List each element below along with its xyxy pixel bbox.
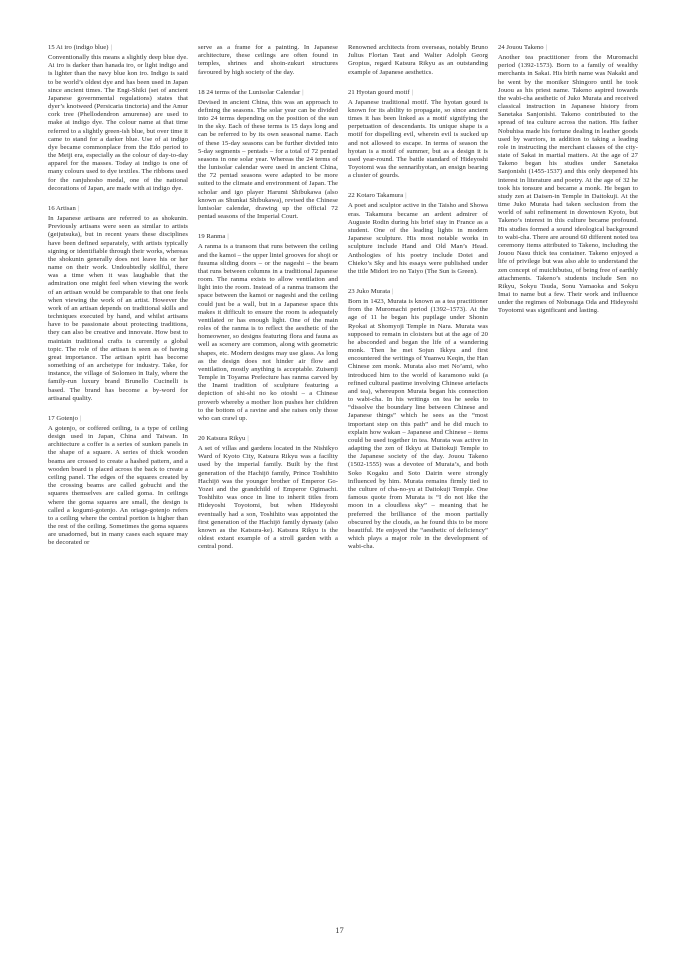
- entry: [48, 44, 188, 193]
- entry-body: A ranma is a transom that runs between the ceiling and the kamoi – the upper lintel grooves for shoji or fusuma sliding doors – or the nageshi – the beam that runs between columns in a traditional Japanese room. The ranma exists to allow ventilation and light into the room. Instead of a ranma transom the space between the kamoi or nageshi and the ceiling could just be a wall, but in a Japanese space this makes it difficult to ensure the room is adequately ventilated or has enough light. One of the main roles of the ranma is to reflect the aesthetic of the homeowner, so designs featuring flora and fauna as well as scenery are common, along with geometric shapes, etc. Modern designs may use glass. As long as the design does not hinder air flow and ventilation, mostly anything is acceptable. Zuisenji Temple in Toyama Prefecture has ranma carved by the Inami tradition of sculpture featuring a depiction of shi-shi no ko otoshi – a Chinese proverb whereby a mother lion pushes her children to the bottom of a ravine and she raises only those who can crawl up.: [198, 243, 338, 422]
- title-separator: |: [545, 44, 547, 51]
- entry-title: 19 Ranma |: [198, 233, 229, 241]
- entry-body: Born in 1423, Murata is known as a tea practitioner from the Muromachi period (1392–1573). At the age of 11 he began his pupilage under Shonin Ryokai at Shomyoji Temple in Nara. Murata was supposed to remain in cloisters but at the age of 20 he absconded and began the life of a wandering monk. Then he met Sojun Ikkyu and first encountered the writings of Yuanwu Keqin, the Han Chinese zen monk. Murata also met No’ami, who introduced him to the world of karamono suki (a refined cultural pastime involving Chinese artefacts and tea), whereupon Murata began his connection to wabi-cha. In his writings on tea he seeks to “dissolve the boundary line between Chinese and Japanese things” which he sees as the “most important step on this path” and he did much to explain how wakan – Japanese and Chinese – items could be used together in tea. Murata was active in adapting the zen of Ikkyu at Daitokuji Temple to the Japanese society of the day. Jouou Takeno (1502-1555) was a devotee of Murata’s, and both Soko Kogaku and Soto Dairin were strongly influenced by him. Murata remains firmly tied to the culture of cha-no-yu at Daitokuji Temple. One famous quote from Murata is “I do not like the moon in a cloudless sky” – meaning that he preferred the brilliance of the moon partially obscured by the clouds, as he found this to be more beautiful. He enjoyed the “aesthetic of deficiency” which plays a major role in the development of wabi-cha.: [348, 298, 488, 551]
- title-separator: |: [77, 204, 80, 212]
- entry-continued: [198, 44, 338, 77]
- page-number: 17: [335, 925, 344, 935]
- entry: [348, 89, 488, 181]
- entry-title: 15 Ai iro (indigo blue) |: [48, 44, 112, 51]
- entry-body: A poet and sculptor active in the Taisho and Showa eras. Takamura became an ardent admirer of Auguste Rodin during his brief stay in France as a student. One of the leading lights in modern Japanese sculpture. His most notable works in sculpture include Hand and Old Man’s Head. Anthologies of his poetry include Dotei and Chieko’s Sky and his essays were published under the title Midori iro no Taiyo (The Sun is Green).: [348, 202, 488, 275]
- entry-title: 23 Juko Murata |: [348, 288, 394, 296]
- column-4: [498, 44, 638, 912]
- title-separator: |: [110, 44, 112, 51]
- entry: [48, 415, 188, 548]
- entry-title: 22 Kotaro Takamura |: [348, 192, 407, 200]
- entry-body: A set of villas and gardens located in the Nishikyo Ward of Kyoto City, Katsura Rikyu was a facility used by the imperial family. Built by the first generation of the Hachijō family, Prince Toshihito Hachijō was the younger brother of Emperor Go-Yozei and the grandchild of Emperor Ogimachi. Toshihito was once in line to inherit titles from Hideyoshi Toyotomi, but when Hideyoshi eventually had a son, Toshihito was appointed the first generation of the Hachijō family dynasty (also known as the Katsura-ke). Katsura Rikyu is the oldest extant example of a stroll garden with a central pond.: [198, 445, 338, 551]
- entry-body: serve as a frame for a painting. In Japanese architecture, these ceilings are often found in temples, shrines and shoin-zukuri structures favoured by high society of the day.: [198, 44, 338, 76]
- entry: [348, 288, 488, 551]
- entry: [498, 44, 638, 316]
- column-3: [348, 44, 488, 912]
- entry-body: Devised in ancient China, this was an approach to defining the seasons. The solar year can be divided into 24 terms depending on the position of the sun in the sky. Each of these terms is 15 days long and can be referred to by its own seasonal name. Each of these 15-day seasons can be further divided into 5-day segments – pentads – for a total of 72 pentad seasons in one solar year. Whereas the 24 terms of the lunisolar calendar were used in ancient China, the 72 pentad seasons were adapted to be more suited to the climate and environment of Japan. The scholar and igo player Harumi Shibukawa (also known as Shunkai Shibukawa), revised the Chinese lunisolar calendar, drawing up the official 72 pentad seasons of the Imperial Court.: [198, 98, 338, 221]
- entry: [198, 89, 338, 222]
- entry-title: 21 Hyotan gourd motif |: [348, 88, 414, 96]
- column-1: [48, 44, 188, 912]
- title-separator: |: [302, 88, 304, 96]
- entry-body: In Japanese artisans are referred to as shokunin. Previously artisans were seen as similar to artists (geijutsuka), but in recent years these disciplines have been defined separately, with artists typically signing or identifiable through their works, whereas the shokunin generally does not leave his or her name on their work. Undoubtedly skillful, there was a time when it was laughable that the admiration one might feel when viewing the work of an artisan would be comparable to that one feels when viewing the work of an artist. However the work of an artisan depends on traditional skills and techniques executed by hand, and whilst artisans have to be passionate about protecting traditions, they can also be creative and innovate. How best to maintain traditional crafts is currently a global topic. The role of the artisan is seen as of having great importance. The artisan spirit has become something of an archetype for industry. Take, for instance, the village of Solomeo in Italy, where the family-run luxury brand Brunello Cucinelli is based. The brand has become a by-word for artisanal quality.: [48, 214, 188, 402]
- entry-title: 16 Artisan |: [48, 204, 80, 212]
- title-separator: |: [247, 435, 249, 443]
- title-separator: |: [411, 88, 414, 96]
- entry: [198, 233, 338, 423]
- title-separator: |: [392, 288, 394, 296]
- entry-continued: [348, 44, 488, 77]
- entry-title: 17 Gotenjo |: [48, 414, 82, 422]
- entry-title: 18 24 terms of the Lunisolar Calendar |: [198, 88, 304, 96]
- entry: [48, 205, 188, 403]
- entry-body: Conventionally this means a slightly deep blue dye. Ai iro is darker than hanada iro, or light indigo and is lighter than the navy blue kon iro. Indigo is said to be world’s oldest dye and has been used in Japan since ancient times. The Engi-Shiki (set of ancient Japanese governmental regulations) states that dyer’s knotweed (Persicaria tinctoria) and the Amur cork tree (Phellodendron amurense) are used to make ai indigo dye. The colour name ai that time referred to a slightly green-ish blue, but over time it came to stand for a darker blue. Use of ai indigo dye became commonplace from the Edo period to the Meiji era, especially as the colour of day-to-day apparel for the masses. Today ai indigo is one of many colours used to dye textiles. The ribbons used for the ranjuhosho medal, one of the national decorations of Japan, are made with ai indigo dye.: [48, 54, 188, 192]
- entry: [198, 435, 338, 551]
- entry-body: A Japanese traditional motif. The hyotan gourd is known for its ability to propagate, so since ancient times it has been linked as a motif signifying the perpetuation of descendants. Its unique shape is a motif for dispelling evil, wherein evil is sucked up and not allowed to escape. In terms of season the hyotan is a motif of summer, but as a design it is used year-round. The battle standard of Hideyoshi Toyotomi was the sennarihyotan, an ensign bearing a cluster of gourds.: [348, 98, 488, 180]
- title-separator: |: [80, 414, 82, 422]
- entry-body: A gotenjo, or coffered ceiling, is a type of ceiling design used in Japan, China and Taiwan. In architecture a coffer is a series of sunken panels in the shape of a square. A series of thick wooden beams are crossed to create a hashed pattern, and a wooden board is placed across the back to create a ceiling panel. The edges of the squares created by the crossing beams are called gobuchi and the squares themselves are called goma. In ceilings where the goma squares are small, the design is called a kogumi-gotenjo. An oriage-gotenjo refers to a ceiling where the central portion is higher than the rest of the ceiling. Sometimes the goma squares are unadorned, but in many cases each square may be decorated or: [48, 424, 188, 547]
- entry-title: 20 Katsura Rikyu |: [198, 435, 249, 443]
- entry: [348, 192, 488, 276]
- entry-body: Another tea practitioner from the Muromachi period (1392-1573). Born to a family of wealthy merchants in Sakai. His birth name was Nakaki and he went by the moniker Shingoro until he took Jouou as his priest name. Takeno aspired towards the wabi-cha aesthetic of Juko Murata and received classical instruction in Japanese history from Sanetaka Sanjonishi. Takeno contributed to the spread of tea culture across the nation. His father Nobuhisa made his fortune dealing in leather goods used by warriors, in addition to taking a leading role in instructing the merchant classes of the city-state of Sakai in martial matters. At the age of 27 Takeno began his studies under Sanetaka Sanjonishi (1455-1537) and this only deepened his interest in literature and poetry. At the age of 32 he took his tonsure and became a monk. He began to study zen at Daisen-in Temple in Daitokuji. At the time Juko Murata had taken seclusion from the world of sabi refinement in downtown Kyoto, but Takeno’s interest in this culture became profound. His studies formed a sound ideological background to wabi-cha. There are around 60 different noted tea ceremony items attributed to Takeno, including the Jouou Nasu thick tea container. Takeno enjoyed a life of privilege but was also able to understand the zen concept of muichibutsu, of being free of earthly attachments. Takeno’s students include Sen no Rikyu, Sokyu Tsuda, Sonu Yamaoka and Sokyu Imai to name but a few. Their work and influence under the regimes of Nobunaga Oda and Hideyoshi Toyotomi was significant and lasting.: [498, 54, 638, 315]
- column-2: [198, 44, 338, 912]
- title-separator: |: [227, 233, 229, 241]
- text-columns: [48, 44, 638, 912]
- entry-title: 24 Jouou Takeno |: [498, 44, 547, 51]
- title-separator: |: [405, 192, 407, 200]
- entry-body: Renowned architects from overseas, notably Bruno Julius Florian Taut and Walter Adolph Georg Gropius, regard Katsura Rikyu as an outstanding example of Japanese aesthetics.: [348, 44, 488, 76]
